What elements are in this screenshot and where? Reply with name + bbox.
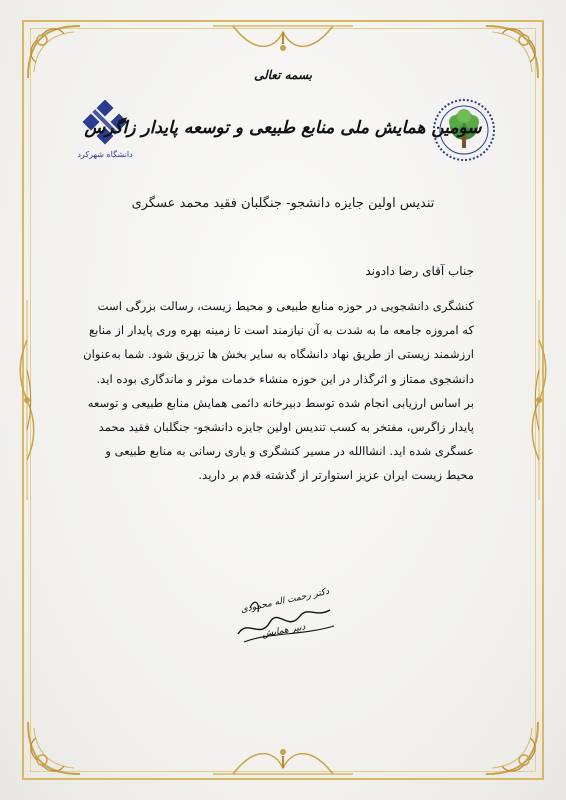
body-line: ارزشمند زیستی از طریق نهاد دانشگاه به سایر بخش ها تزریق شود. شما به‌عنوان (83, 347, 474, 362)
body-line: محیط زیست ایران عزیز استوارتر از گذشته قدم بر دارید. (198, 468, 474, 483)
top-flourish-icon (213, 22, 353, 62)
corner-ornament-icon (482, 718, 542, 778)
body-line: بر اساس ارزیابی انجام شده توسط دبیرخانه دائمی همایش منابع طبیعی و توسعه (87, 395, 474, 410)
university-logo-text: دانشگاه شهرکرد (77, 150, 133, 159)
body-line: عسگری شده اید. انشاالله در مسیر کنشگری و یاری رسانی به منابع طبیعی و (105, 444, 474, 459)
left-side-flourish-icon (16, 300, 38, 500)
certificate-body (74, 294, 474, 488)
corner-ornament-icon (24, 718, 84, 778)
body-line: دانشجوی ممتاز و اثرگذار در این حوزه منشاء خدمات موثر و ماندگاری بوده اید. (96, 371, 474, 386)
event-title: سومین همایش ملی منابع طبیعی و توسعه پایدار زاگرس (84, 118, 482, 138)
body-line: پایدار زاگرس، مفتخر به کسب تندیس اولین جایزه دانشجو- جنگلبان فقید محمد (98, 420, 474, 435)
addressee-line: جناب آقای رضا دادوند (365, 264, 474, 278)
signatory-name: دکتر رحمت اله محمودی (239, 586, 331, 616)
award-subject: تندیس اولین جایزه دانشجو- جنگلبان فقید محمد عسگری (131, 196, 435, 211)
bottom-flourish-icon (213, 738, 353, 778)
right-side-flourish-icon (528, 300, 550, 500)
body-line: کنشگری دانشجویی در حوزه منابع طبیعی و محیط زیست، رسالت بزرگی است (97, 299, 474, 313)
bismillah-heading: بسمه تعالی (253, 68, 313, 82)
signatory-role: دبیر همایش (261, 622, 307, 640)
body-line: که امروزه جامعه ما به شدت به آن نیازمند است تا زمینه بهره وری پایدار از منابع (88, 323, 474, 338)
